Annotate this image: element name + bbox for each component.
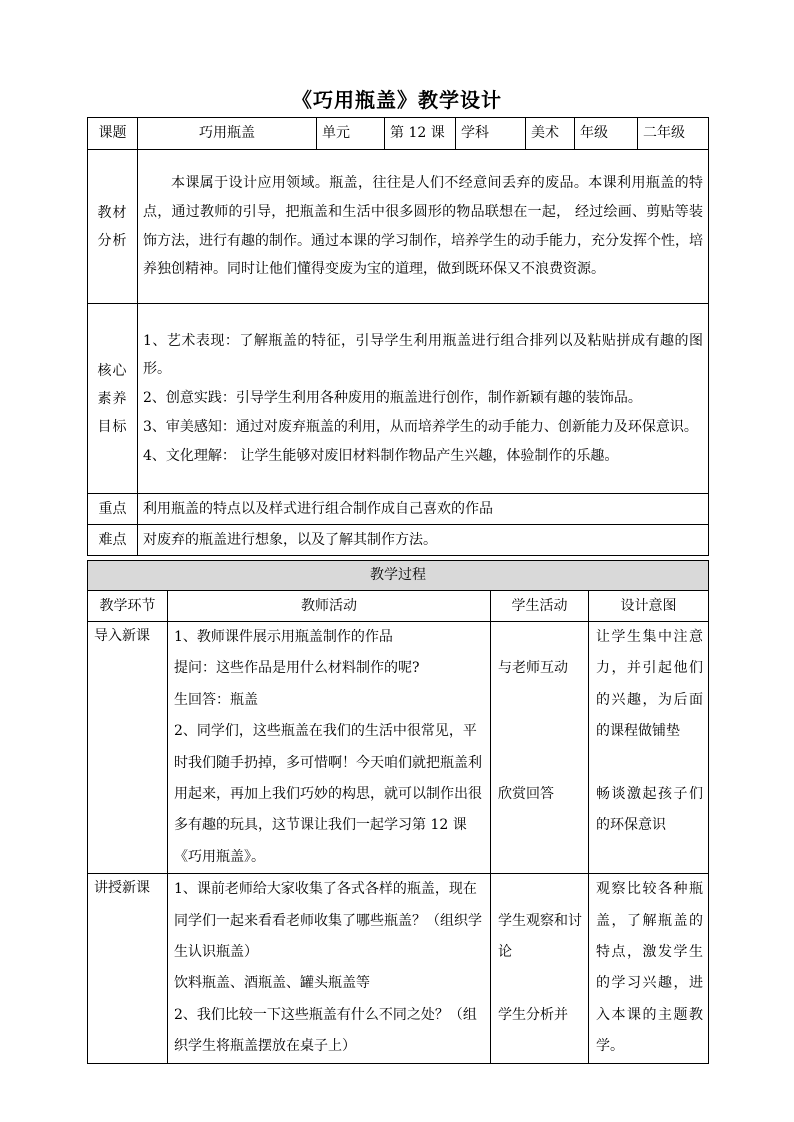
core-goals-label-line-3: 目标 bbox=[97, 418, 128, 435]
core-goal-item: 2、创意实践：引导学生利用各种废用的瓶盖进行创作，制作新颖有趣的装饰品。 bbox=[143, 390, 642, 407]
teach-intent: 观察比较各种瓶盖，了解瓶盖的特点，激发学生的学习兴趣，进入本课的主题教学。 bbox=[596, 881, 703, 1055]
teach-intent-cell bbox=[589, 874, 709, 1064]
intro-student-activity-2: 欣赏回答 bbox=[498, 785, 554, 802]
page-title: 《巧用瓶盖》教学设计 bbox=[292, 88, 502, 112]
difficulty-row bbox=[88, 525, 709, 556]
grade-value: 二年级 bbox=[638, 118, 709, 150]
intro-student-cell bbox=[491, 622, 589, 874]
analysis-text-cell bbox=[138, 150, 709, 304]
analysis-label bbox=[88, 150, 138, 304]
core-goal-item: 1、艺术表现：了解瓶盖的特征，引导学生利用瓶盖进行组合排列以及粘贴拼成有趣的图形。 bbox=[143, 332, 703, 378]
intro-intent-cell bbox=[589, 622, 709, 874]
analysis-text: 本课属于设计应用领域。瓶盖，往往是人们不经意间丢弃的废品。本课利用瓶盖的特点，通过教师的引导，把瓶盖和生活中很多圆形的物品联想在一起， 经过绘画、剪贴等装饰方法，进行有趣的制作。通过本课的学习制作，培养学生的动手能力，充分发挥个性，培养独创精神。同时让他们懂得变废为宝的道理，做到既环保又不浪费资源。 bbox=[143, 174, 703, 278]
grade-label: 年级 bbox=[575, 118, 638, 150]
core-goals-label-line-1: 核心 bbox=[97, 362, 128, 379]
subject-label: 学科 bbox=[456, 118, 526, 150]
topic-label: 课题 bbox=[88, 118, 138, 150]
topic-value: 巧用瓶盖 bbox=[138, 118, 317, 150]
process-header-row bbox=[88, 591, 709, 622]
core-goals-row bbox=[88, 304, 709, 494]
analysis-label-line-2: 分析 bbox=[97, 232, 128, 249]
core-goals-cell bbox=[138, 304, 709, 494]
teaching-process-table bbox=[87, 560, 709, 1064]
teach-student-activity-1: 学生观察和讨论 bbox=[498, 912, 582, 961]
intro-stage: 导入新课 bbox=[88, 622, 168, 874]
header-intent: 设计意图 bbox=[589, 591, 709, 622]
process-title: 教学过程 bbox=[88, 561, 709, 591]
subject-value: 美术 bbox=[526, 118, 575, 150]
analysis-label-line-1: 教材 bbox=[97, 204, 128, 221]
process-band-row bbox=[88, 561, 709, 591]
header-student: 学生活动 bbox=[491, 591, 589, 622]
teach-student-cell bbox=[491, 874, 589, 1064]
teach-teacher-line: 饮料瓶盖、酒瓶盖、罐头瓶盖等 bbox=[174, 975, 370, 992]
unit-label: 单元 bbox=[317, 118, 385, 150]
core-goals-label-line-2: 素养 bbox=[97, 390, 128, 407]
teach-row bbox=[88, 874, 709, 1064]
teach-stage: 讲授新课 bbox=[88, 874, 168, 1064]
intro-row bbox=[88, 622, 709, 874]
lesson-info-table bbox=[87, 117, 709, 556]
difficulty-label: 难点 bbox=[88, 525, 138, 556]
key-point-row bbox=[88, 494, 709, 525]
intro-teacher-line: 2、同学们，这些瓶盖在我们的生活中很常见，平时我们随手扔掉，多可惜啊！今天咱们就把瓶盖利用起来，再加上我们巧妙的构思，就可以制作出很多有趣的玩具，这节课让我们一起学习第 12 课《巧用瓶盖》。 bbox=[174, 723, 482, 865]
teach-student-activity-2: 学生分析并 bbox=[498, 1006, 568, 1023]
core-goal-item: 4、文化理解： 让学生能够对废旧材料制作物品产生兴趣，体验制作的乐趣。 bbox=[143, 447, 619, 464]
intro-intent-2: 畅谈激起孩子们的环保意识 bbox=[596, 786, 703, 834]
intro-teacher-line: 1、教师课件展示用瓶盖制作的作品 bbox=[174, 629, 393, 645]
intro-student-activity-1: 与老师互动 bbox=[498, 660, 568, 677]
unit-value: 第 12 课 bbox=[385, 118, 456, 150]
core-goals-label bbox=[88, 304, 138, 494]
info-row bbox=[88, 118, 709, 150]
key-point-label: 重点 bbox=[88, 494, 138, 525]
header-stage: 教学环节 bbox=[88, 591, 168, 622]
teach-teacher-cell bbox=[168, 874, 491, 1064]
header-teacher: 教师活动 bbox=[168, 591, 491, 622]
teach-teacher-line: 1、课前老师给大家收集了各式各样的瓶盖，现在同学们一起来看看老师收集了哪些瓶盖？（组织学生认识瓶盖） bbox=[174, 881, 482, 961]
teach-teacher-line: 2、我们比较一下这些瓶盖有什么不同之处？（组织学生将瓶盖摆放在桌子上） bbox=[174, 1006, 477, 1055]
intro-teacher-cell bbox=[168, 622, 491, 874]
analysis-row bbox=[88, 150, 709, 304]
key-point-text: 利用瓶盖的特点以及样式进行组合制作成自己喜欢的作品 bbox=[138, 494, 709, 525]
difficulty-text: 对废弃的瓶盖进行想象，以及了解其制作方法。 bbox=[138, 525, 709, 556]
intro-teacher-line: 提问：这些作品是用什么材料制作的呢? bbox=[174, 660, 420, 677]
core-goal-item: 3、审美感知：通过对废弃瓶盖的利用，从而培养学生的动手能力、创新能力及环保意识。 bbox=[143, 418, 698, 435]
intro-teacher-line: 生回答：瓶盖 bbox=[174, 691, 258, 708]
intro-intent-1: 让学生集中注意力，并引起他们的兴趣，为后面的课程做铺垫 bbox=[596, 629, 703, 740]
